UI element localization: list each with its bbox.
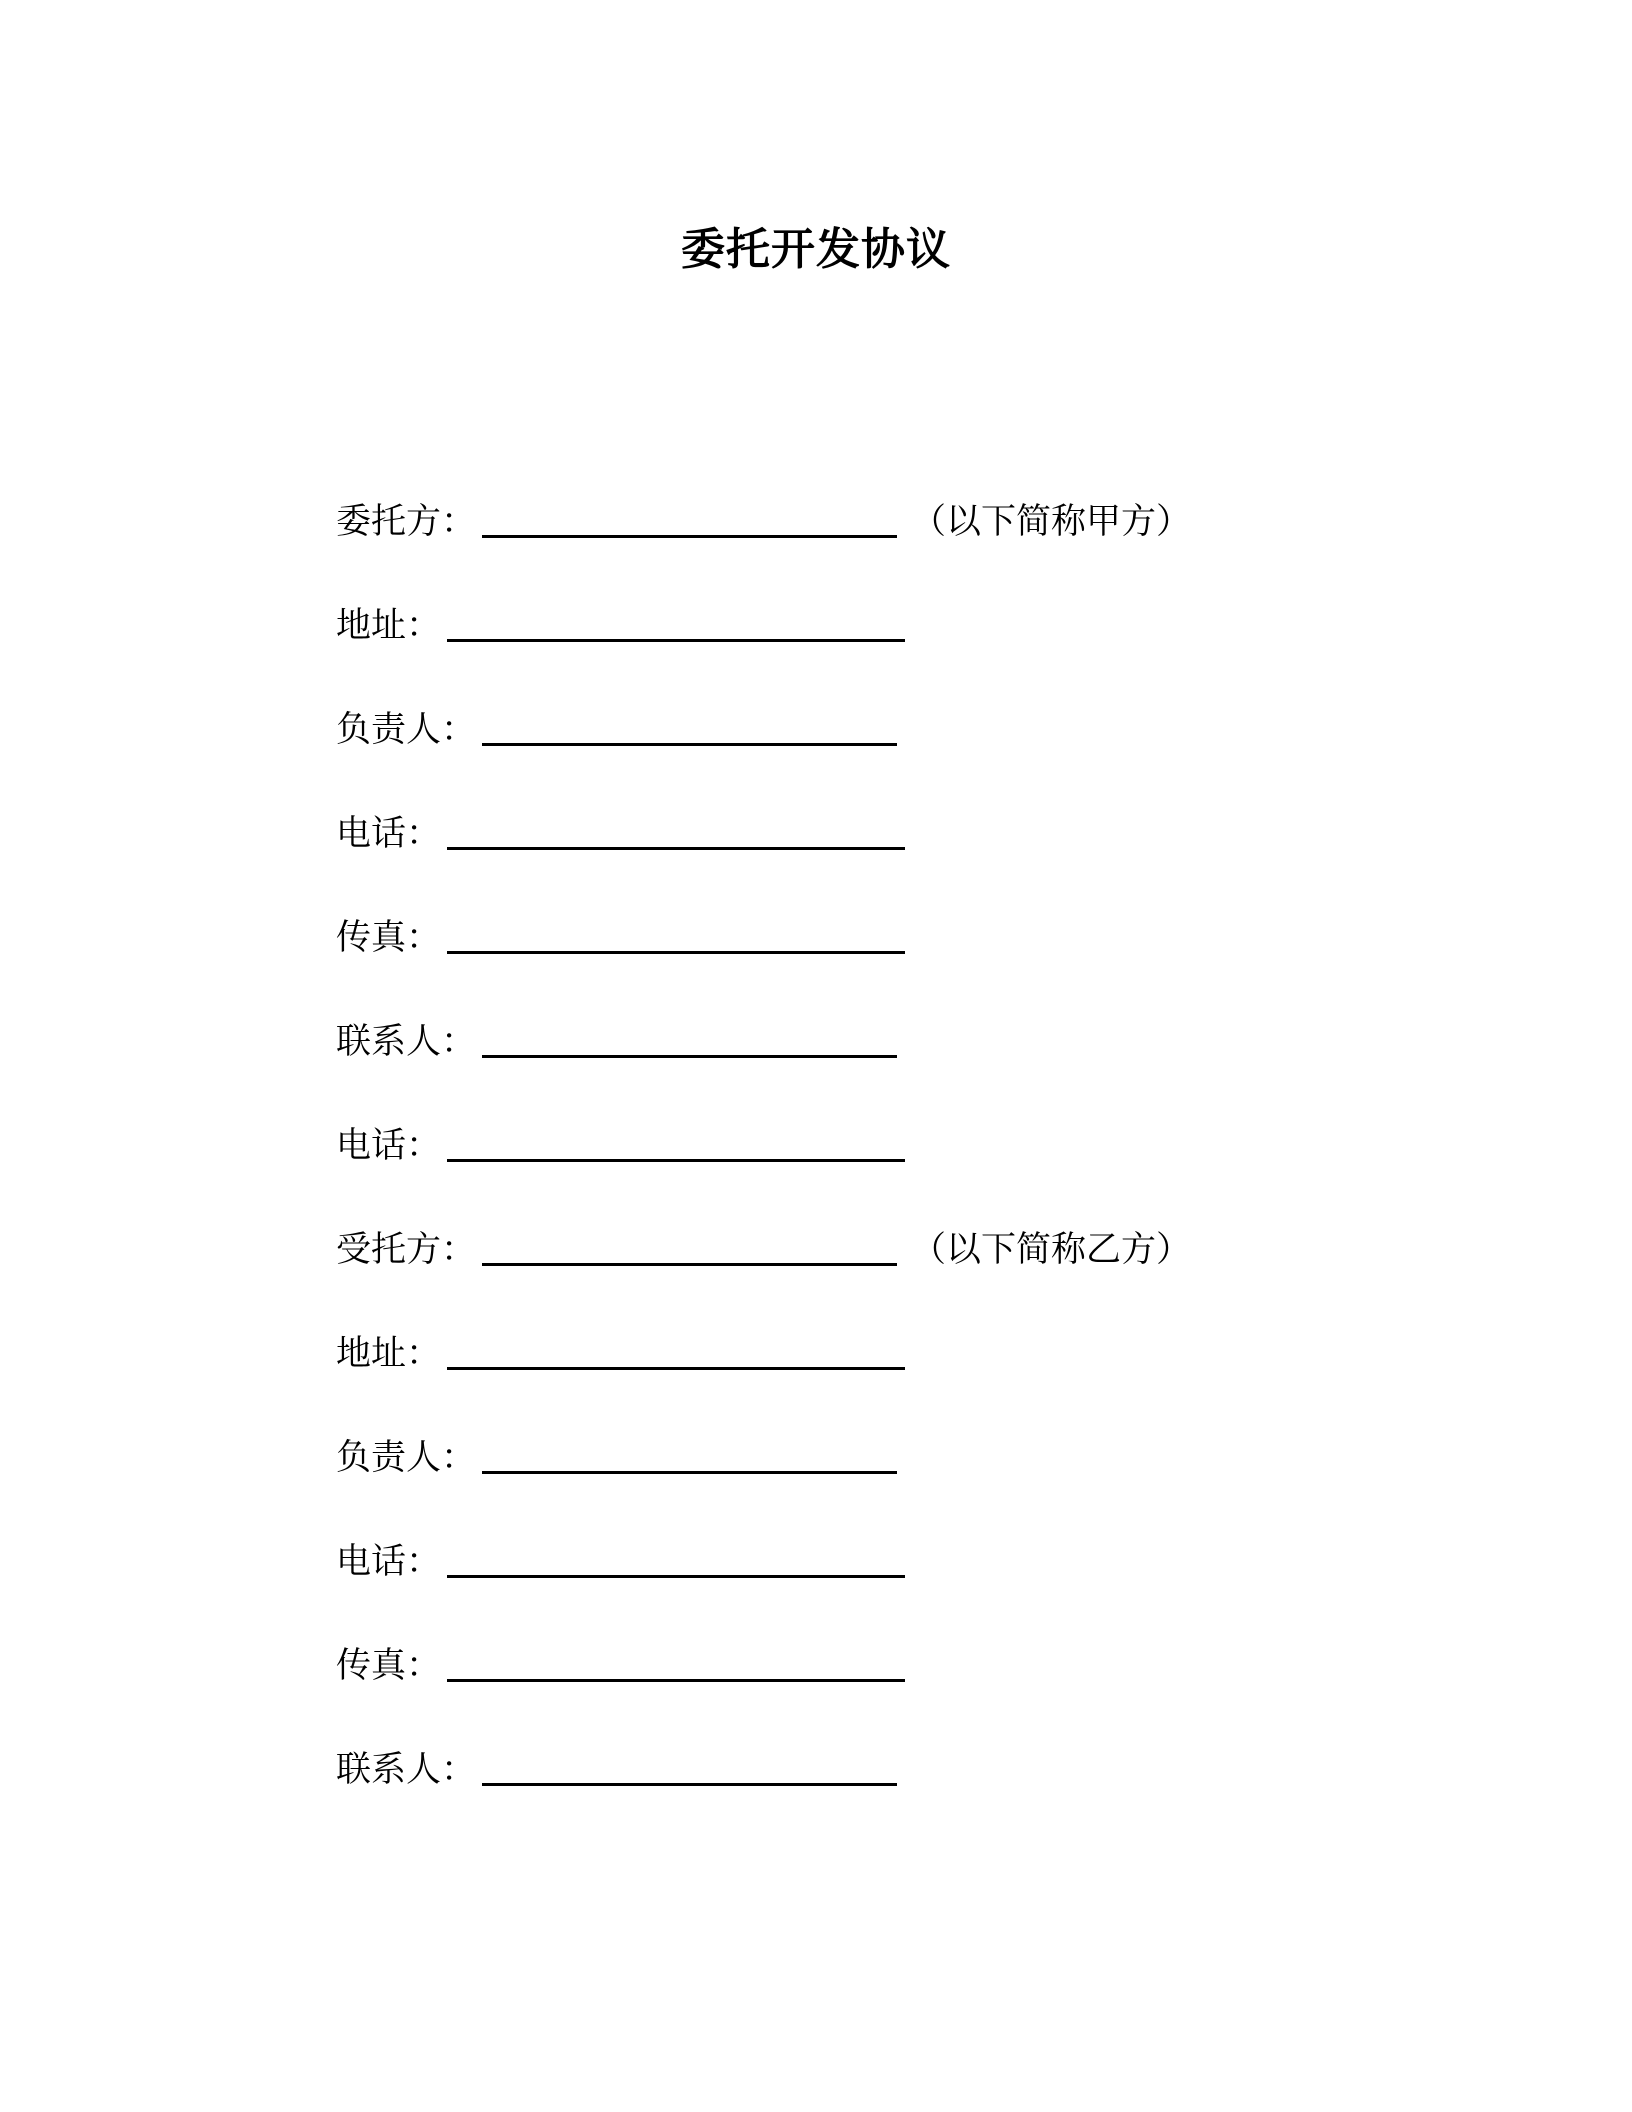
party-b-address-row xyxy=(336,1329,1336,1433)
party-a-contact-blank xyxy=(482,1017,897,1058)
party-a-address-label: 地址： xyxy=(336,606,442,646)
party-b-fax-row xyxy=(336,1641,1336,1745)
party-a-address-row xyxy=(336,601,1336,705)
party-b-contact-label: 联系人： xyxy=(336,1750,477,1790)
party-b-principal-row xyxy=(336,1433,1336,1537)
party-a-phone-label: 电话： xyxy=(336,814,442,854)
document-title: 委托开发协议 xyxy=(681,224,951,275)
party-a-contact-phone-blank xyxy=(447,1121,905,1162)
party-a-client-note: （以下简称甲方） xyxy=(911,502,1192,542)
party-b-trustee-note: （以下简称乙方） xyxy=(911,1230,1192,1270)
party-b-fax-blank xyxy=(447,1641,905,1682)
party-b-phone-blank xyxy=(447,1537,905,1578)
party-b-principal-label: 负责人： xyxy=(336,1438,477,1478)
party-a-contact-phone-label: 电话： xyxy=(336,1126,442,1166)
party-b-principal-blank xyxy=(482,1433,897,1474)
party-a-fax-blank xyxy=(447,913,905,954)
party-a-client-label: 委托方： xyxy=(336,502,477,542)
party-a-phone-blank xyxy=(447,809,905,850)
party-b-contact-blank xyxy=(482,1745,897,1786)
party-b-phone-row xyxy=(336,1537,1336,1641)
party-a-fax-label: 传真： xyxy=(336,918,442,958)
party-a-principal-label: 负责人： xyxy=(336,710,477,750)
party-a-fax-row xyxy=(336,913,1336,1017)
party-a-principal-blank xyxy=(482,705,897,746)
party-a-contact-row xyxy=(336,1017,1336,1121)
party-a-contact-label: 联系人： xyxy=(336,1022,477,1062)
party-b-trustee-blank xyxy=(482,1225,897,1266)
party-a-contact-phone-row xyxy=(336,1121,1336,1225)
party-b-phone-label: 电话： xyxy=(336,1542,442,1582)
party-b-address-blank xyxy=(447,1329,905,1370)
party-b-contact-row xyxy=(336,1745,1336,1849)
party-b-trustee-label: 受托方： xyxy=(336,1230,477,1270)
party-a-principal-row xyxy=(336,705,1336,809)
party-b-trustee-row xyxy=(336,1225,1336,1329)
party-b-address-label: 地址： xyxy=(336,1334,442,1374)
party-info-section xyxy=(336,497,1336,1849)
party-a-client-row xyxy=(336,497,1336,601)
party-b-fax-label: 传真： xyxy=(336,1646,442,1686)
party-a-phone-row xyxy=(336,809,1336,913)
party-a-address-blank xyxy=(447,601,905,642)
party-a-client-blank xyxy=(482,497,897,538)
